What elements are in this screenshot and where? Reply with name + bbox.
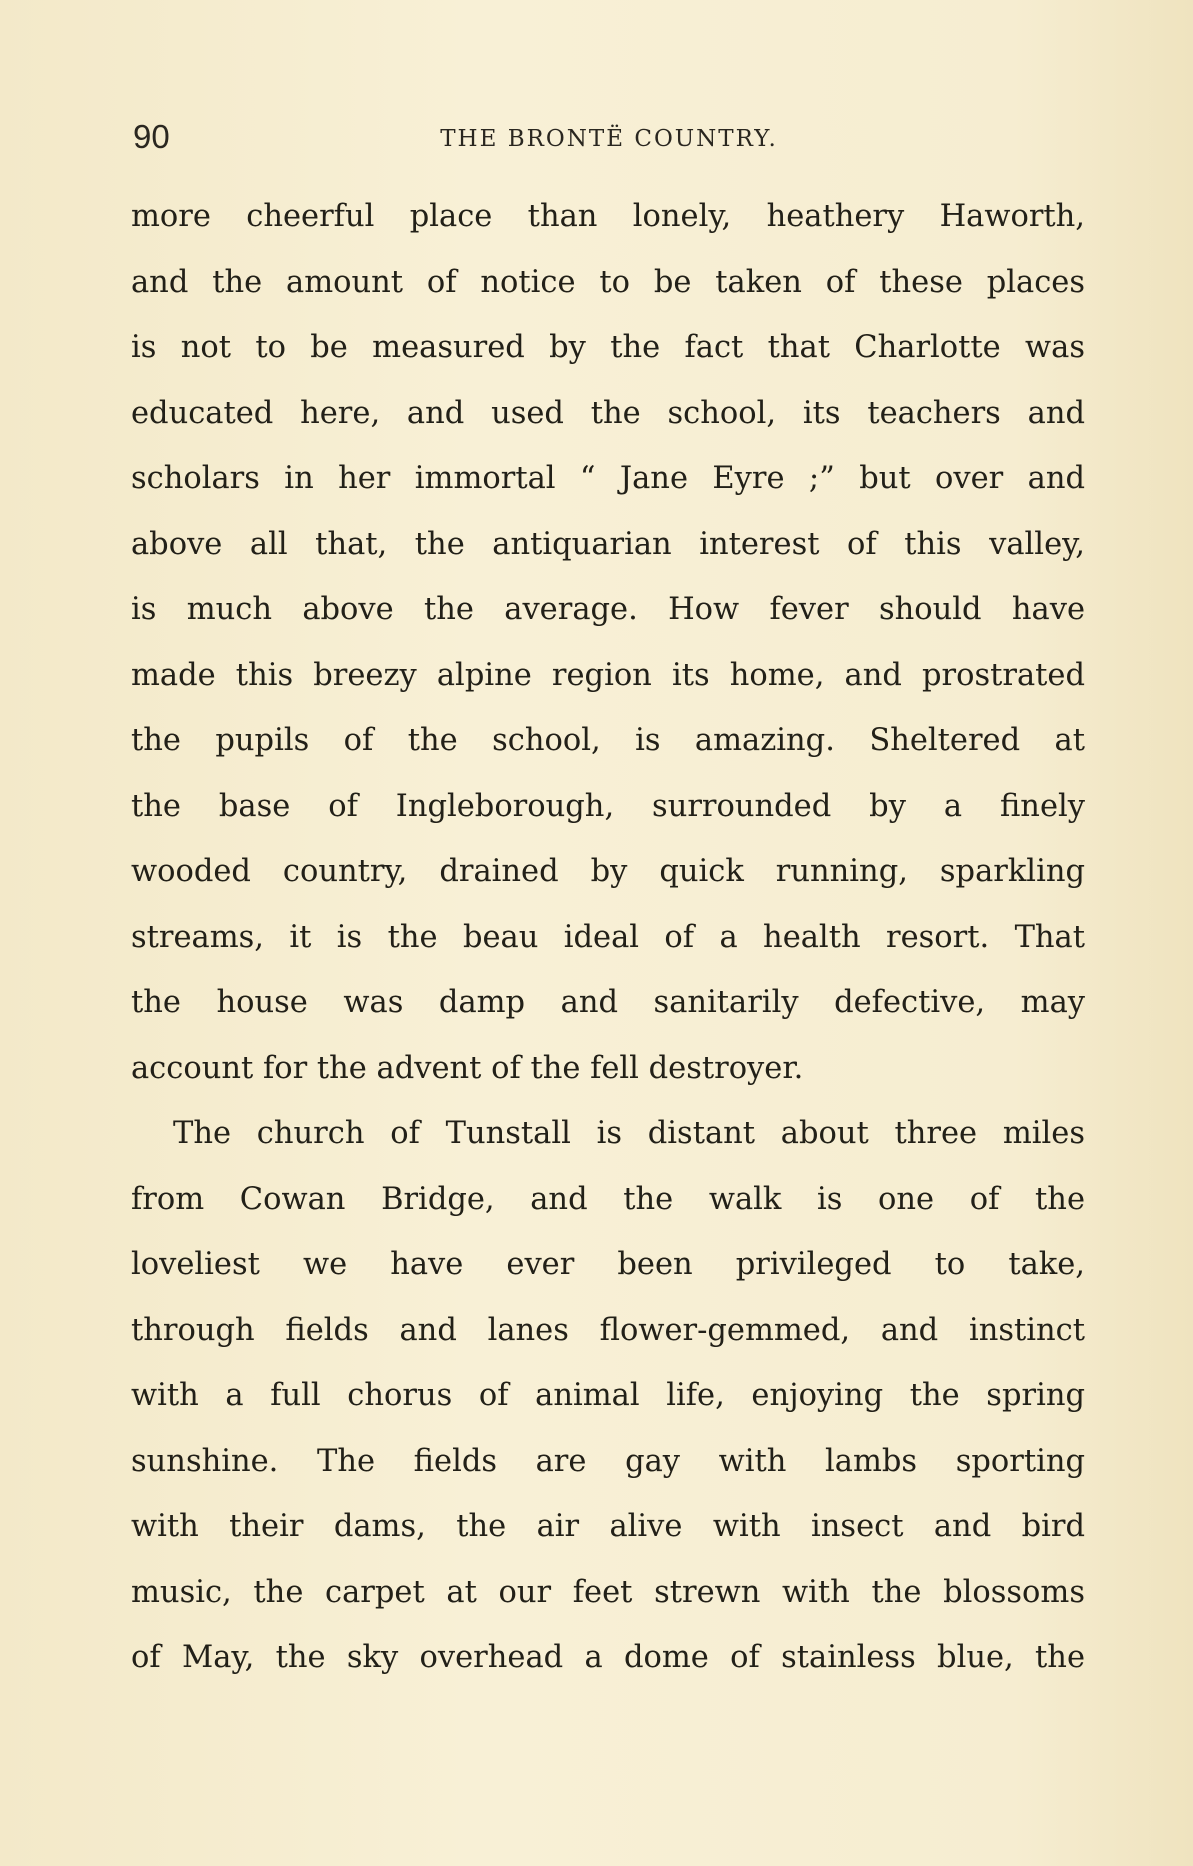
- text-line: with their dams, the air alive with insect and bird: [131, 1509, 1085, 1544]
- text-line: above all that, the antiquarian interest of this valley,: [131, 526, 1085, 562]
- page-header: [133, 118, 1085, 158]
- text-line: is not to be measured by the fact that Charlotte was: [131, 330, 1085, 365]
- text-line: more cheerful place than lonely, heathery Haworth,: [131, 199, 1085, 234]
- text-line: streams, it is the beau ideal of a health resort. That: [131, 919, 1085, 955]
- text-line: is much above the average. How fever should have: [131, 592, 1085, 627]
- text-line: sunshine. The fields are gay with lambs sporting: [131, 1443, 1085, 1479]
- text-line: from Cowan Bridge, and the walk is one of the: [131, 1181, 1085, 1217]
- running-title: THE BRONTË COUNTRY.: [440, 126, 778, 152]
- text-line: the base of Ingleborough, surrounded by a finely: [131, 788, 1085, 824]
- text-line: account for the advent of the fell destroyer.: [131, 1050, 804, 1086]
- text-line: the pupils of the school, is amazing. Sheltered at: [131, 723, 1085, 758]
- text-line: The church of Tunstall is distant about three miles: [173, 1116, 1085, 1151]
- text-line: loveliest we have ever been privileged to take,: [131, 1247, 1085, 1282]
- text-line: educated here, and used the school, its teachers and: [131, 395, 1085, 431]
- text-line: with a full chorus of animal life, enjoying the spring: [131, 1378, 1085, 1413]
- text-line: of May, the sky overhead a dome of stainless blue, the: [131, 1640, 1085, 1675]
- page-number: 90: [133, 118, 170, 155]
- text-line: music, the carpet at our feet strewn with the blossoms: [131, 1574, 1085, 1610]
- text-line: through fields and lanes flower-gemmed, and instinct: [131, 1312, 1085, 1348]
- body-text: [131, 192, 1085, 1699]
- text-line: made this breezy alpine region its home, and prostrated: [131, 657, 1085, 693]
- text-line: wooded country, drained by quick running, sparkling: [131, 854, 1085, 889]
- text-line: the house was damp and sanitarily defective, may: [131, 985, 1085, 1020]
- text-line: and the amount of notice to be taken of these places: [131, 264, 1085, 300]
- text-line: scholars in her immortal “ Jane Eyre ;” but over and: [131, 461, 1085, 496]
